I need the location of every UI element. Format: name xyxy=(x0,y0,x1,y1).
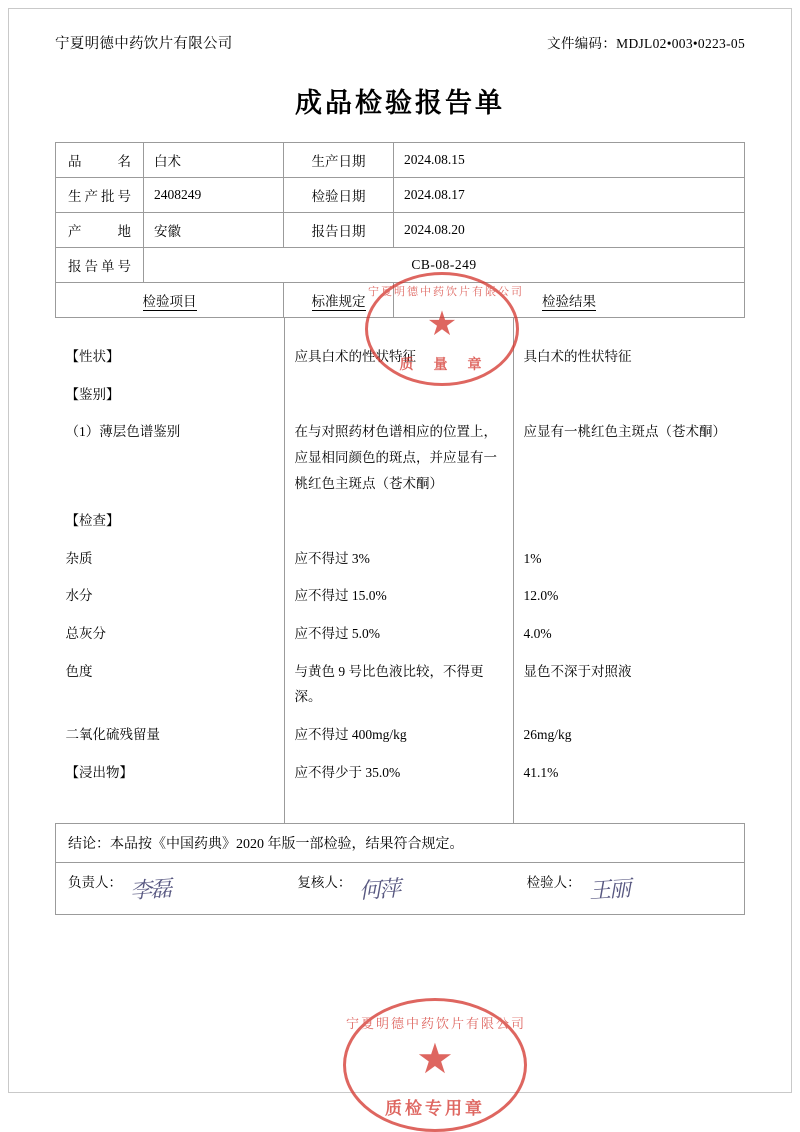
report-table xyxy=(55,142,745,863)
batch-label: 生产批号 xyxy=(56,178,144,213)
quality-stamp-bottom-arc: 宁夏明德中药饮片有限公司 xyxy=(346,1016,527,1031)
document-header xyxy=(55,0,745,53)
product-name-value: 白术 xyxy=(144,143,284,178)
reviewer-signature-value: 何萍 xyxy=(358,875,401,904)
report-body xyxy=(55,142,745,1118)
item-standard: 应不得少于 35.0% xyxy=(284,754,513,792)
table-row xyxy=(56,413,745,502)
quality-stamp-top-arc: 宁夏明德中药饮片有限公司 xyxy=(368,286,524,298)
manager-signature-value: 李磊 xyxy=(129,875,171,904)
production-date-value: 2024.08.15 xyxy=(394,143,745,178)
conclusion-row xyxy=(56,824,745,863)
item-result: 显色不深于对照液 xyxy=(523,663,632,679)
item-standard: 应不得过 3% xyxy=(284,540,513,578)
column-header-result xyxy=(394,283,745,318)
item-name: 总灰分 xyxy=(65,626,106,642)
inspector-signature xyxy=(515,863,744,912)
star-icon: ★ xyxy=(426,305,458,343)
batch-value: 2408249 xyxy=(144,178,284,213)
origin-value: 安徽 xyxy=(144,213,284,248)
column-header-standard xyxy=(284,283,394,318)
items-container xyxy=(56,318,745,824)
table-row xyxy=(56,540,745,578)
item-name: 【性状】 xyxy=(65,349,120,364)
item-standard: 应具白术的性状特征 xyxy=(284,338,513,376)
item-result: 4.0% xyxy=(523,626,552,642)
product-name-label: 品 名 xyxy=(56,143,144,178)
item-result: 26mg/kg xyxy=(523,727,572,743)
page-title: 成品检验报告单 xyxy=(295,88,505,118)
item-standard: 与黄色 9 号比色液比较，不得更深。 xyxy=(284,653,513,716)
table-row xyxy=(56,615,745,653)
item-name: 杂质 xyxy=(65,550,93,566)
filler-row xyxy=(56,791,745,823)
conclusion-text: 结论：本品按《中国药典》2020 年版一部检验，结果符合规定。 xyxy=(56,824,745,863)
column-header-item-text: 检验项目 xyxy=(142,294,197,309)
inspector-label: 检验人： xyxy=(526,875,581,891)
item-name: 水分 xyxy=(65,588,93,604)
report-no-label: 报告单号 xyxy=(56,248,144,283)
items-container-row xyxy=(56,318,745,824)
item-name: 【鉴别】 xyxy=(65,386,120,402)
item-result xyxy=(513,502,745,540)
manager-label: 负责人： xyxy=(68,875,122,891)
quality-stamp-top-sub: 质 量 章 xyxy=(399,358,485,373)
column-header-item xyxy=(56,283,284,318)
quality-stamp-bottom-sub: 质检专用章 xyxy=(385,1099,485,1118)
item-standard: 应不得过 400mg/kg xyxy=(284,716,513,754)
item-result: 41.1% xyxy=(523,764,559,780)
table-row xyxy=(56,178,745,213)
inspector-signature-value: 王丽 xyxy=(587,875,630,904)
quality-stamp-bottom xyxy=(343,998,527,1132)
column-header-standard-text: 标准规定 xyxy=(311,294,366,309)
table-row xyxy=(56,338,745,376)
origin-label: 产 地 xyxy=(56,213,144,248)
items-table xyxy=(56,318,745,823)
item-standard: 应不得过 5.0% xyxy=(284,615,513,653)
table-row xyxy=(56,754,745,792)
table-header-row xyxy=(56,283,745,318)
item-name: 色度 xyxy=(65,663,93,679)
item-name: 【浸出物】 xyxy=(65,764,133,780)
star-icon: ★ xyxy=(416,1036,454,1083)
item-name: （1）薄层色谱鉴别 xyxy=(65,424,181,440)
test-date-label: 检验日期 xyxy=(284,178,394,213)
test-date-value: 2024.08.17 xyxy=(394,178,745,213)
item-name: 【检查】 xyxy=(65,513,120,529)
item-name: 二氧化硫残留量 xyxy=(65,727,160,743)
item-standard: 应不得过 15.0% xyxy=(284,577,513,615)
report-date-label: 报告日期 xyxy=(284,213,394,248)
reviewer-signature xyxy=(285,863,514,912)
table-row xyxy=(56,653,745,716)
column-header-result-text: 检验结果 xyxy=(542,294,596,309)
table-row xyxy=(56,716,745,754)
signature-row xyxy=(55,863,745,915)
item-result: 1% xyxy=(523,550,542,566)
item-result: 12.0% xyxy=(523,588,559,604)
report-date-value: 2024.08.20 xyxy=(394,213,745,248)
table-row xyxy=(56,376,745,414)
company-name: 宁夏明德中药饮片有限公司 xyxy=(55,36,233,52)
reviewer-label: 复核人： xyxy=(297,875,352,891)
doc-code-value: MDJL02•003•0223-05 xyxy=(616,36,745,51)
doc-code-label: 文件编码： xyxy=(547,36,617,51)
item-result: 应显有一桃红色主斑点（苍术酮） xyxy=(523,424,726,440)
table-row xyxy=(56,248,745,283)
item-result: 具白术的性状特征 xyxy=(523,349,632,364)
spacer-row xyxy=(56,318,745,338)
item-standard: 在与对照药材色谱相应的位置上，应显相同颜色的斑点，并应显有一桃红色主斑点（苍术酮） xyxy=(284,413,513,502)
manager-signature xyxy=(56,863,285,912)
table-row xyxy=(56,213,745,248)
item-result xyxy=(513,376,745,414)
item-standard xyxy=(284,376,513,414)
report-no-value: CB-08-249 xyxy=(144,248,745,283)
production-date-label: 生产日期 xyxy=(284,143,394,178)
table-row xyxy=(56,143,745,178)
table-row xyxy=(56,502,745,540)
item-standard xyxy=(284,502,513,540)
doc-code xyxy=(547,32,745,52)
table-row xyxy=(56,577,745,615)
